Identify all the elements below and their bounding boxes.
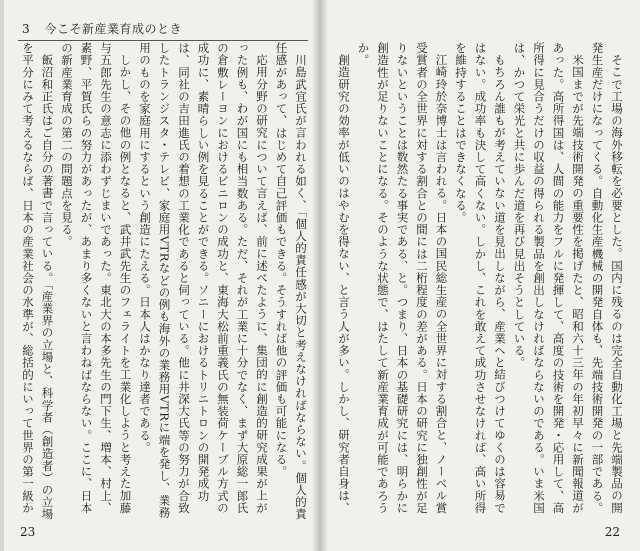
right-page [322,0,640,551]
right-page-body [336,42,626,520]
running-header [22,20,182,37]
page-number-left: 23 [20,525,36,539]
page-number-right: 22 [604,525,620,539]
left-page [0,0,318,551]
paragraph: 川島武宜氏が言われる如く、「個人的責任感が大切と考えなければならない。個人的責任感があって、はじめて自己評価もできる。そうすれば他の評価も可能になる。 [274,42,308,520]
paragraph: もちろん誰もが考えていない道を見出しながら、産業へと結びつけてゆくのは容易ではない。成功率も決して高くない。しかし、これを敢えて成功させなければ、高い所得を維持することはできなくなる。 [454,42,507,514]
paragraph: 創造研究の効率が低いのはやむを得ない、と言う人が多い。しかし、研究者自身は、 [337,53,351,514]
paragraph: 米国までが先端技術開発の重要性を掲げたと、昭和六十三年の年初早々に新聞報道があった。高所得国は、人間の能力をフルに発揮して、高度の技術を開発・応用して、高所得に見合うだけの収益の得られる製品を創出しなければならないのである。いま米国は、かつて栄光と共に歩んだ道を再び見出そうとしている。 [512,42,585,514]
left-page-body [18,42,310,520]
paragraph: 応用分野の研究について言えば、前に述べたように、集団的に創造的研究成果が上がった例も、わが国にも相当数ある。ただ、それが工業に十分でなく、まず大原総一郎氏の倉敷レーヨンにおけるビニロンの成功と、東海大松前重義氏の無装荷ケーブル方式の成功に、素晴らしい例を見ることができる。ソニーにおけるトリニトロンの開発成功は、同社の吉田進氏の着想の工業化であると伺っている。他に井深大氏等の努力が合致したトランジスタ・テレビ、家庭用VTRなどの例も海外の業務用VTRに端を発し、業務用のものを家庭用にするという創造にたえる。日本人はかなり達者である。 [138,42,269,519]
chapter-title: 今こそ新産業育成のとき [44,22,182,36]
paragraph: 江崎玲於奈博士は言われる。日本の国民総生産の全世界に対する割合と、ノーベル賞受賞者の全世界に対する割合との間には二桁程度の差がある。日本の研究に独創性が足りないということは数然たる事実である、と。つまり、日本の基礎研究には、明らかに創造性が足りないことになる。そのような状態で、はたして新産業育成が可能であろうか。 [356,42,449,514]
paragraph: 飯沼和正氏はご自分の著書で言っている。「産業界の立場と、科学者（創造者）の立場を平分にみて考えるならば、日本の産業社会の水準が、総括的にいって世界の第一級か [21,42,55,520]
paragraph: そこで工場の海外移転を必要とした。国内に残るのは完全自動化工場と先端製品の開発生産だけになってくる。自動化生産機械の開発自体も、先端技術開発の一部である。 [590,42,624,514]
chapter-number: 3 [22,22,31,36]
paragraph: しかし、その他の例となると、武井武先生のフェライトを工業化しようと考えた加藤与五郎先生の意志に添わずじまいであった。東北大の本多先生の門下生、増本、村上、素野、平賀氏らの努力があったが、あまり多くないと言わねばならない。ここに、日本の新産業育成の第二の問題点を見る。 [60,42,133,514]
header-rule [18,40,308,41]
